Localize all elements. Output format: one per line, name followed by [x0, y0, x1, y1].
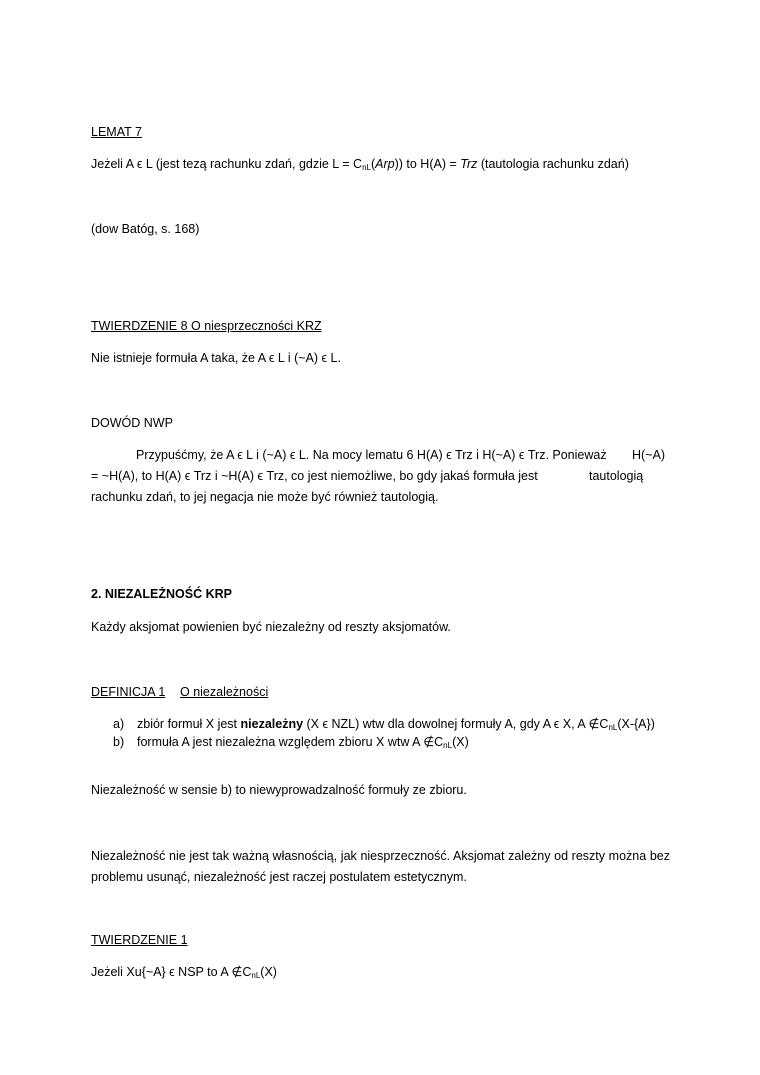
lemat7-statement — [91, 156, 629, 173]
def1-item-b-marker: b) — [113, 735, 125, 749]
tw8-heading: TWIERDZENIE 8 O niesprzeczności KRZ — [91, 319, 322, 333]
def1-item-b — [113, 734, 469, 751]
lemat7-text-2: ( — [370, 157, 376, 171]
proof-line-3: rachunku zdań, to jej negacja nie może być również tautologią. — [91, 490, 439, 504]
def1-item-a-text-3: (X-{A}) — [617, 717, 655, 731]
def1-item-b-text-2: (X) — [452, 735, 469, 749]
proof-line-2-end: tautologią — [589, 469, 644, 483]
section2-heading: 2. NIEZALEŻNOŚĆ KRP — [91, 587, 232, 601]
tw1-subscript: nL — [251, 971, 261, 980]
lemat7-text-4: (tautologia rachunku zdań) — [477, 157, 629, 171]
def1-item-a-text-1: zbiór formuł X jest — [137, 717, 241, 731]
def1-item-a-text-2: (X ϵ NZL) wtw dla dowolnej formuły A, gdy A ϵ X, A ∉C — [303, 717, 609, 731]
tw1-heading: TWIERDZENIE 1 — [91, 933, 188, 947]
section2-intro: Każdy aksjomat powienien być niezależny od reszty aksjomatów. — [91, 620, 451, 634]
lemat7-arp: Arp — [375, 157, 395, 171]
proof-heading: DOWÓD NWP — [91, 416, 173, 430]
lemat7-heading: LEMAT 7 — [91, 125, 142, 139]
def1-item-a-marker: a) — [113, 717, 125, 731]
def1-item-b-subscript: nL — [443, 741, 453, 750]
lemat7-trz: Trz — [460, 157, 478, 171]
def1-item-a-subscript: nL — [608, 723, 618, 732]
lemat7-text-1: Jeżeli A ϵ L (jest tezą rachunku zdań, gdzie L = C — [91, 157, 363, 171]
tw1-statement — [91, 964, 277, 981]
lemat7-reference: (dow Batóg, s. 168) — [91, 222, 200, 236]
paragraph-sense-b: Niezależność w sensie b) to niewyprowadzalność formuły ze zbioru. — [91, 783, 467, 797]
def1-title: O niezależności — [180, 685, 269, 699]
def1-item-b-text-1: formuła A jest niezależna względem zbioru X wtw A ∉C — [137, 735, 444, 749]
proof-line-1: Przypuśćmy, że A ϵ L i (~A) ϵ L. Na mocy lematu 6 H(A) ϵ Trz i H(~A) ϵ Trz. Ponieważ — [136, 448, 607, 462]
lemat7-text-3: )) to H(A) = — [394, 157, 461, 171]
proof-line-2: = ~H(A), to H(A) ϵ Trz i ~H(A) ϵ Trz, co jest niemożliwe, bo gdy jakaś formuła jest — [91, 469, 538, 483]
tw8-statement: Nie istnieje formuła A taka, że A ϵ L i (~A) ϵ L. — [91, 351, 341, 365]
tw1-text-2: (X) — [260, 965, 277, 979]
def1-item-a — [113, 716, 655, 733]
paragraph-importance: Niezależność nie jest tak ważną własnością, jak niesprzeczność. Aksjomat zależny od reszty można bez problemu usunąć, niezależność jest raczej postulatem estetycznym. — [91, 849, 670, 884]
tw1-text-1: Jeżeli Xu{~A} ϵ NSP to A ∉C — [91, 965, 252, 979]
def1-label: DEFINICJA 1 — [91, 685, 166, 699]
proof-line-1-end: H(~A) — [632, 448, 665, 462]
def1-item-a-bold: niezależny — [240, 717, 304, 731]
lemat7-subscript: nL — [362, 163, 371, 172]
